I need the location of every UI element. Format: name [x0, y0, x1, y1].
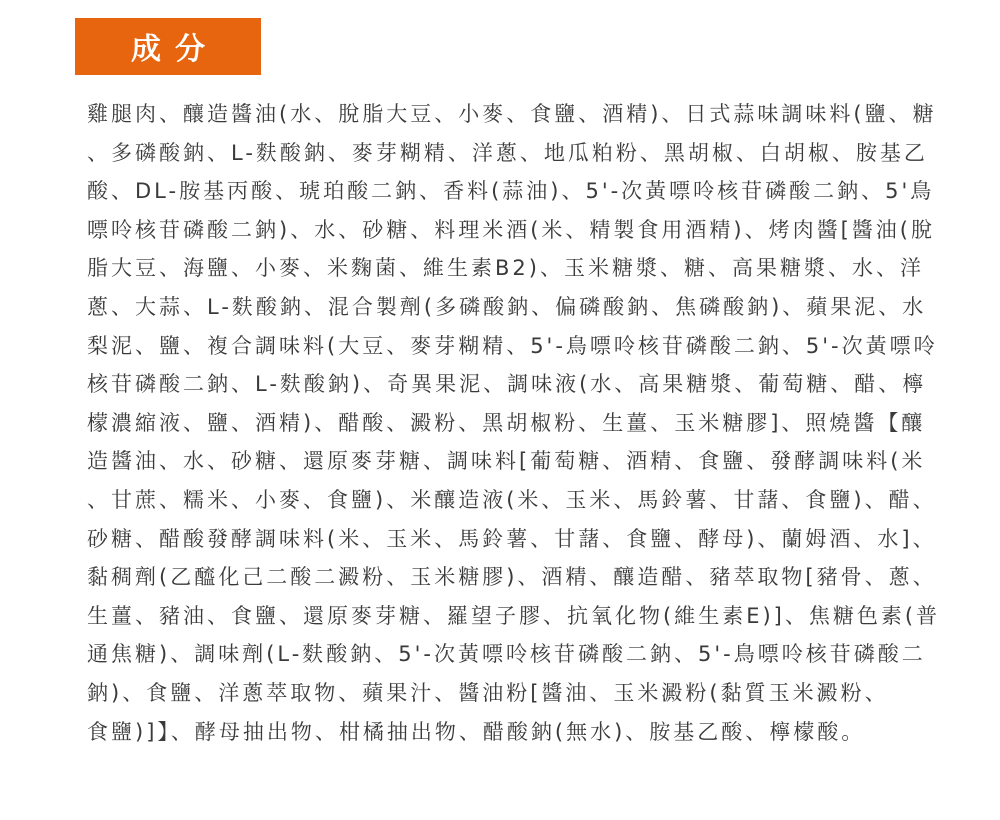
ingredients-line: 生薑、豬油、食鹽、還原麥芽糖、羅望子膠、抗氧化物(維生素E)]、焦糖色素(普	[87, 603, 941, 628]
ingredients-line: 酸、DL-胺基丙酸、琥珀酸二鈉、香料(蒜油)、5'-次黃嘌呤核苷磷酸二鈉、5'鳥	[87, 179, 935, 204]
ingredients-line: 、多磷酸鈉、L-麩酸鈉、麥芽糊精、洋蔥、地瓜粕粉、黑胡椒、白胡椒、胺基乙	[87, 140, 928, 165]
ingredients-line: 黏稠劑(乙醯化己二酸二澱粉、玉米糖膠)、酒精、釀造醋、豬萃取物[豬骨、蔥、	[87, 565, 937, 590]
ingredients-line: 鈉)、食鹽、洋蔥萃取物、蘋果汁、醬油粉[醬油、玉米澱粉(黏質玉米澱粉、	[87, 680, 889, 705]
ingredients-line: 通焦糖)、調味劑(L-麩酸鈉、5'-次黃嘌呤核苷磷酸二鈉、5'-鳥嘌呤核苷磷酸二	[87, 642, 926, 667]
ingredients-line: 食鹽)]】、酵母抽出物、柑橘抽出物、醋酸鈉(無水)、胺基乙酸、檸檬酸。	[87, 719, 866, 744]
ingredients-line: 脂大豆、海鹽、小麥、米麴菌、維生素B2)、玉米糖漿、糖、高果糖漿、水、洋	[87, 256, 924, 281]
ingredients-line: 核苷磷酸二鈉、L-麩酸鈉)、奇異果泥、調味液(水、高果糖漿、葡萄糖、醋、檸	[87, 372, 927, 397]
ingredients-text	[87, 95, 987, 751]
section-title: 成分	[131, 32, 219, 67]
ingredients-line: 砂糖、醋酸發酵調味料(米、玉米、馬鈴薯、甘藷、食鹽、酵母)、蘭姆酒、水]、	[87, 526, 937, 551]
ingredients-line: 、甘蔗、糯米、小麥、食鹽)、米釀造液(米、玉米、馬鈴薯、甘藷、食鹽)、醋、	[87, 487, 937, 512]
ingredients-line: 檬濃縮液、鹽、酒精)、醋酸、澱粉、黑胡椒粉、生薑、玉米糖膠]、照燒醬【釀	[87, 410, 926, 435]
ingredients-line: 嘌呤核苷磷酸二鈉)、水、砂糖、料理米酒(米、精製食用酒精)、烤肉醬[醬油(脫	[87, 217, 935, 242]
ingredients-line: 雞腿肉、釀造醬油(水、脫脂大豆、小麥、食鹽、酒精)、日式蒜味調味料(鹽、糖	[87, 102, 937, 126]
section-header	[75, 18, 261, 74]
ingredients-line: 蔥、大蒜、L-麩酸鈉、混合製劑(多磷酸鈉、偏磷酸鈉、焦磷酸鈉)、蘋果泥、水	[87, 294, 927, 319]
header-underline	[75, 73, 261, 75]
ingredients-line: 梨泥、鹽、複合調味料(大豆、麥芽糊精、5'-鳥嘌呤核苷磷酸二鈉、5'-次黃嘌呤	[87, 333, 938, 358]
ingredients-line: 造醬油、水、砂糖、還原麥芽糖、調味料[葡萄糖、酒精、食鹽、發酵調味料(米	[87, 449, 926, 474]
